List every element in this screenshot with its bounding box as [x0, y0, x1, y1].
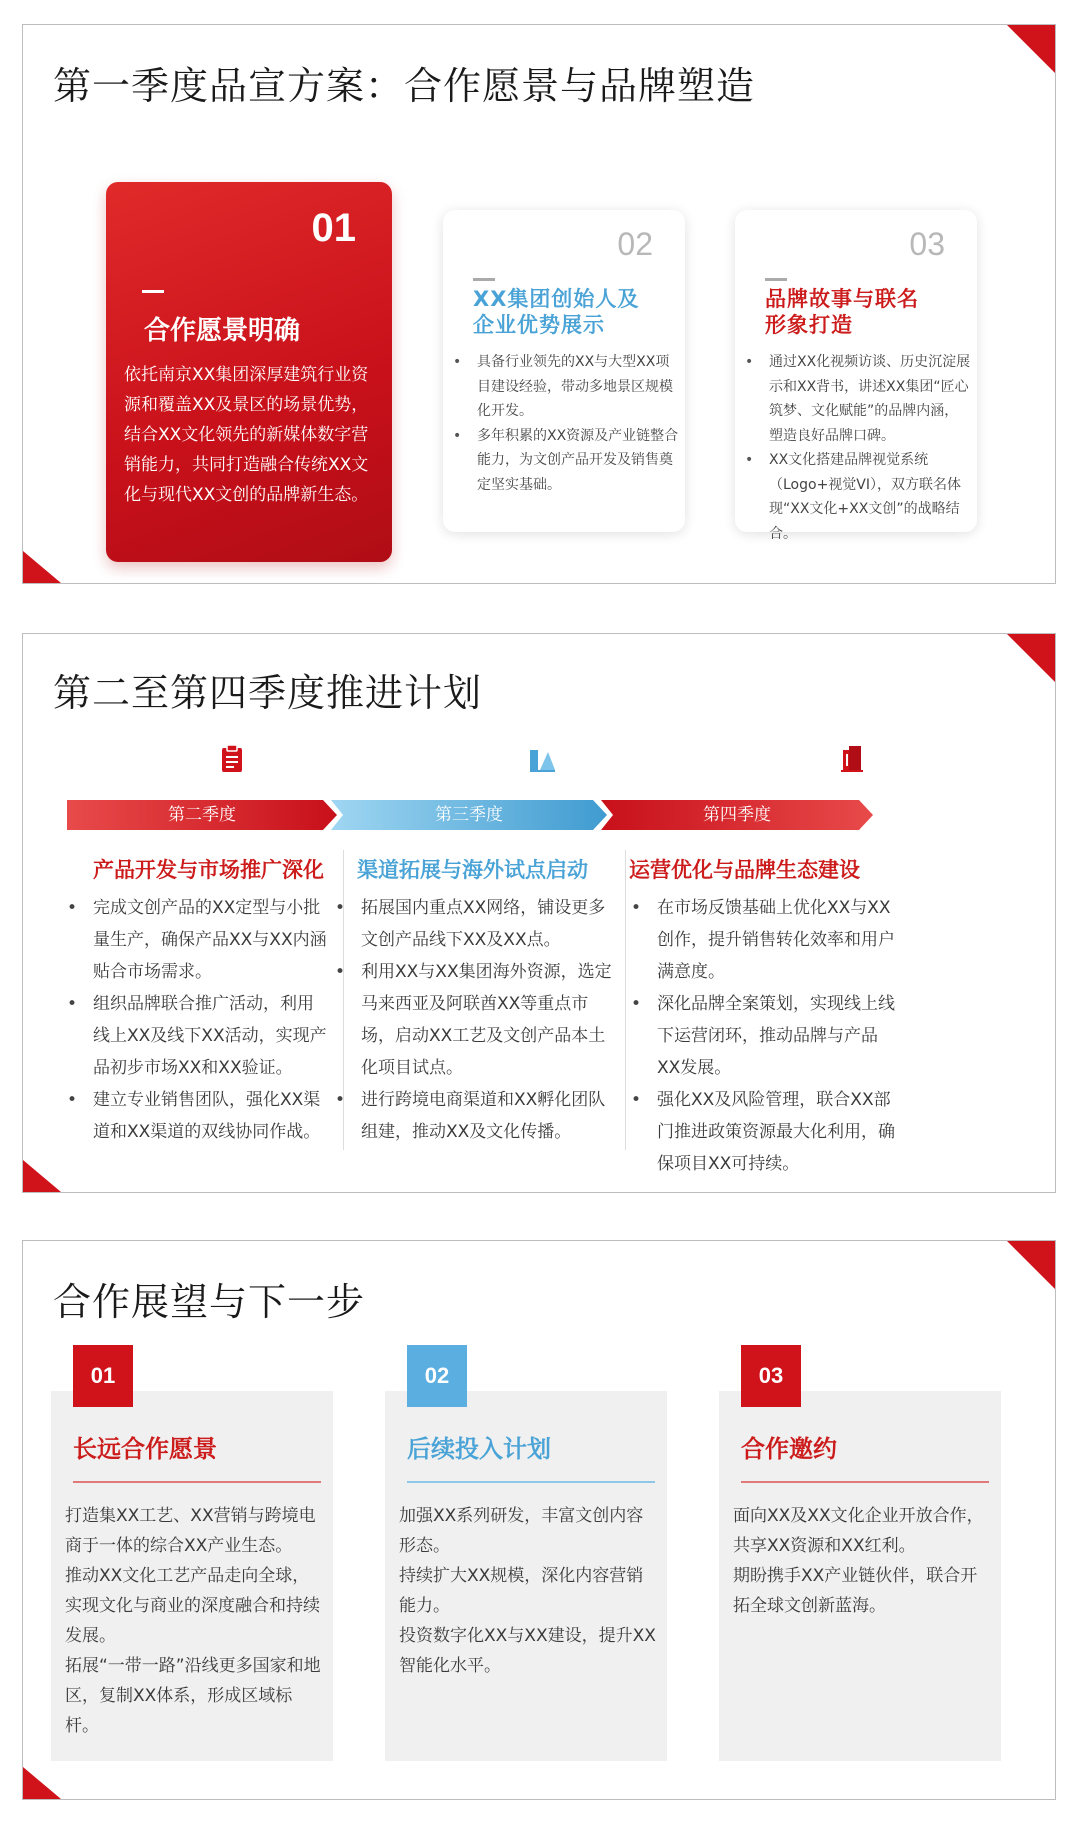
paragraph: 持续扩大XX规模，深化内容营销能力。: [399, 1566, 644, 1616]
card-title-line: 形象打造: [765, 313, 853, 337]
quarter-bullets: [67, 892, 329, 1148]
card-vision: [106, 182, 392, 562]
panel-title: 长远合作愿景: [73, 1435, 217, 1463]
list-item: • 多年积累的XX资源及产业链整合能力，为文创产品开发及销售奠定坚实基础。: [447, 424, 679, 498]
card-title-line: 企业优势展示: [473, 313, 605, 337]
number-badge: 01: [73, 1345, 133, 1407]
list-item: • 强化XX及风险管理，联合XX部门推进政策资源最大化利用，确保项目XX可持续。: [631, 1084, 895, 1180]
corner-decoration: [1007, 25, 1055, 73]
list-item: • 组织品牌联合推广活动，利用线上XX及线下XX活动，实现产品初步市场XX和XX验证。: [67, 988, 329, 1084]
list-item: • 在市场反馈基础上优化XX与XX创作，提升销售转化效率和用户满意度。: [631, 892, 895, 988]
corner-decoration: [1007, 1241, 1055, 1289]
card-brand-story: [735, 210, 977, 542]
divider: [473, 278, 495, 281]
corner-decoration: [23, 1767, 61, 1799]
quarter-label: 第二季度: [168, 805, 236, 825]
card-number: 01: [311, 206, 356, 250]
list-item: • XX文化搭建品牌视觉系统（Logo+视觉VI），双方联名体现“XX文化+XX文创”的战略结合。: [739, 448, 971, 546]
paragraph: 加强XX系列研发，丰富文创内容形态。: [399, 1506, 644, 1556]
quarter-bullets: [631, 892, 895, 1180]
card-title: [473, 286, 639, 338]
slide-title: 第一季度品宣方案：合作愿景与品牌塑造: [53, 64, 756, 108]
slide-outlook: [22, 1240, 1056, 1800]
card-title: [765, 286, 919, 338]
slide-title: 第二至第四季度推进计划: [53, 671, 483, 715]
corner-decoration: [23, 551, 61, 583]
corner-decoration: [23, 1160, 61, 1192]
paragraph: 拓展“一带一路”沿线更多国家和地区，复制XX体系，形成区域标杆。: [65, 1656, 321, 1736]
books-icon: [837, 744, 867, 774]
card-number: 03: [909, 226, 945, 262]
clipboard-icon: [217, 744, 247, 774]
list-item: • 完成文创产品的XX定型与小批量生产，确保产品XX与XX内涵贴合市场需求。: [67, 892, 329, 988]
quarter-label: 第三季度: [435, 805, 503, 825]
paragraph: 推动XX文化工艺产品走向全球，实现文化与商业的深度融合和持续发展。: [65, 1566, 320, 1646]
card-body: 依托南京XX集团深厚建筑行业资源和覆盖XX及景区的场景优势，结合XX文化领先的新媒体数字营销能力，共同打造融合传统XX文化与现代XX文创的品牌新生态。: [124, 365, 369, 505]
divider: [142, 290, 164, 293]
quarter-heading: 渠道拓展与海外试点启动: [357, 858, 588, 882]
quarter-heading: 运营优化与品牌生态建设: [629, 858, 860, 882]
card-bullets: [739, 350, 971, 546]
panel-invitation: [719, 1391, 1001, 1761]
paragraph: 打造集XX工艺、XX营销与跨境电商于一体的综合XX产业生态。: [65, 1506, 316, 1556]
list-item: • 深化品牌全案策划，实现线上线下运营闭环，推动品牌与产品XX发展。: [631, 988, 895, 1084]
panel-investment-plan: [385, 1391, 667, 1761]
list-item: • 通过XX化视频访谈、历史沉淀展示和XX背书，讲述XX集团“匠心筑梦、文化赋能”的品牌内涵，塑造良好品牌口碑。: [739, 350, 971, 448]
paragraph: 投资数字化XX与XX建设，提升XX智能化水平。: [399, 1626, 656, 1676]
quarter-banner: [331, 800, 607, 830]
card-founder: [443, 210, 685, 532]
divider: [765, 278, 787, 281]
panel-body: [399, 1501, 659, 1681]
number-badge: 02: [407, 1345, 467, 1407]
quarter-bullets: [335, 892, 621, 1148]
quarter-banner: [67, 800, 337, 830]
paragraph: 期盼携手XX产业链伙伴，联合开拓全球文创新蓝海。: [733, 1566, 978, 1616]
list-item: • 利用XX与XX集团海外资源，选定马来西亚及阿联酋XX等重点市场，启动XX工艺及文创产品本土化项目试点。: [335, 956, 621, 1084]
card-number: 02: [617, 226, 653, 262]
corner-decoration: [1007, 634, 1055, 682]
chart-icon: [527, 744, 557, 774]
column-divider: [625, 850, 626, 1150]
slide-q2-q4-plan: [22, 633, 1056, 1193]
list-item: • 拓展国内重点XX网络，铺设更多文创产品线下XX及XX点。: [335, 892, 621, 956]
card-title-line: 品牌故事与联名: [765, 287, 919, 311]
list-item: • 具备行业领先的XX与大型XX项目建设经验，带动多地景区规模化开发。: [447, 350, 679, 424]
panel-title: 后续投入计划: [407, 1435, 551, 1463]
quarter-banner: [601, 800, 873, 830]
quarter-label: 第四季度: [703, 805, 771, 825]
card-title: 合作愿景明确: [144, 316, 301, 346]
card-title-line: XX集团创始人及: [473, 287, 640, 311]
number-badge: 03: [741, 1345, 801, 1407]
slide-q1-plan: [22, 24, 1056, 584]
panel-title: 合作邀约: [741, 1435, 837, 1463]
panel-body: [733, 1501, 993, 1621]
divider: [741, 1481, 989, 1483]
card-bullets: [447, 350, 679, 497]
paragraph: 面向XX及XX文化企业开放合作，共享XX资源和XX红利。: [733, 1506, 984, 1556]
panel-body: [65, 1501, 325, 1741]
divider: [407, 1481, 655, 1483]
list-item: • 进行跨境电商渠道和XX孵化团队组建，推动XX及文化传播。: [335, 1084, 621, 1148]
quarter-heading: 产品开发与市场推广深化: [93, 858, 324, 882]
divider: [73, 1481, 321, 1483]
list-item: • 建立专业销售团队，强化XX渠道和XX渠道的双线协同作战。: [67, 1084, 329, 1148]
slide-title: 合作展望与下一步: [53, 1280, 366, 1324]
panel-long-term-vision: [51, 1391, 333, 1761]
